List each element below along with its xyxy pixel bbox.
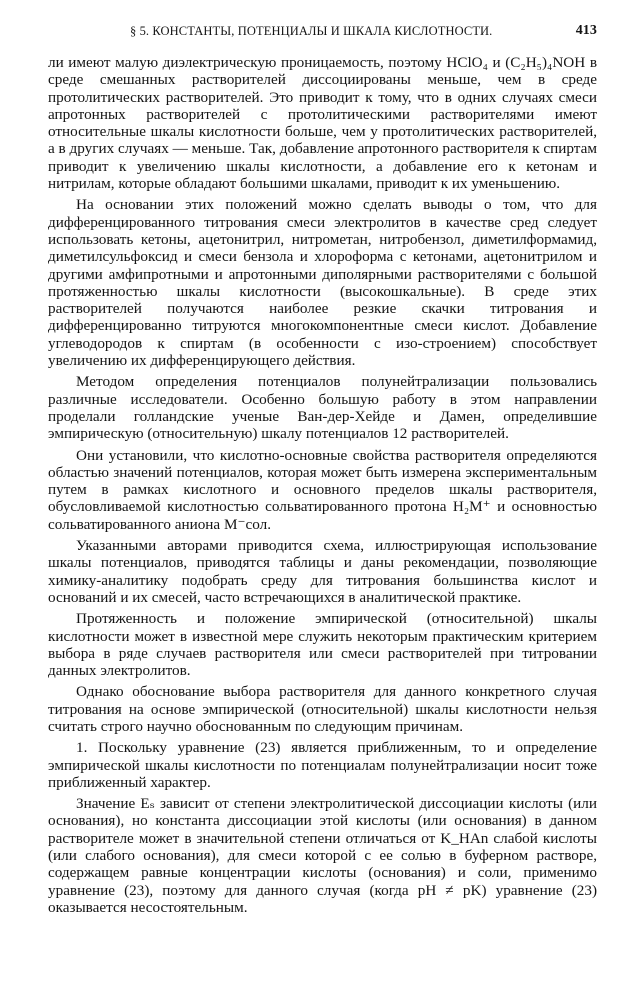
body-text xyxy=(48,54,597,916)
paragraph: Методом определения потенциалов полунейтрализации пользовались различные исследователи. Особенно большую работу в этом направлении проделали голландские ученые Ван-дер-Хейде и Дамен, определившие эмпирическую (относительную) шкалу потенциалов 12 растворителей. xyxy=(48,373,597,443)
paragraph: ли имеют малую диэлектрическую проницаемость, поэтому HClO₄ и (C₂H₅)₄NOH в среде смешанных растворителей диссоциированы меньше, чем в среде протолитических растворителей. Это приводит к тому, что в одних случаях смеси апротонных растворителей с протолитическими растворителями имеют относительные шкалы кислотности больше, чем у протолитических растворителей, а в других случаях — меньше. Так, добавление апротонного растворителя к спиртам приводит к увеличению шкалы кислотности, а добавление его к кетонам и нитрилам, которые обладают большими шкалами, приводит к их уменьшению. xyxy=(48,54,597,193)
paragraph: Они установили, что кислотно-основные свойства растворителя определяются областью значений потенциалов, которая может быть измерена экспериментальным путем в рамках кислотного и основного пределов шкалы растворителя, обусловливаемой кислотностью сольватированного протона H₂M⁺ и основностью сольватированного аниона M⁻сол. xyxy=(48,446,597,533)
paragraph: На основании этих положений можно сделать выводы о том, что для дифференцированного титрования смеси электролитов в качестве сред следует использовать кетоны, ацетонитрил, нитрометан, нитробензол, диметилформамид, диметилсульфоксид и смеси бензола и хлороформа с кетонами, ацетонитрилом и другими амфипротными и апротонными диполярными растворителями с большой протяженностью шкалы кислотности (высокошкальные). В среде этих растворителей получаются наиболее резкие скачки титрования и дифференцированно титруются многокомпонентные смеси кислот. Добавление углеводородов к спиртам (в особенности с изо-строением) способствует увеличению их дифференцирующего действия. xyxy=(48,196,597,370)
paragraph: Указанными авторами приводится схема, иллюстрирующая использование шкалы потенциалов, приводятся таблицы и даны рекомендации, позволяющие химику-аналитику подобрать среду для титрования большинства кислот и оснований и их смесей, часто встречающихся в аналитической практике. xyxy=(48,537,597,606)
paragraph: Протяженность и положение эмпирической (относительной) шкалы кислотности может в известной мере служить некоторым практическим критерием выбора в ряде случаев растворителя или смеси растворителей при титровании данных электролитов. xyxy=(48,610,597,680)
page-header xyxy=(48,22,597,48)
page-number: 413 xyxy=(575,23,597,38)
paragraph: 1. Поскольку уравнение (23) является приближенным, то и определение эмпирической шкалы кислотности по потенциалам полунейтрализации носит тоже приближенный характер. xyxy=(48,739,597,791)
paragraph: Однако обоснование выбора растворителя для данного конкретного случая титрования на основе эмпирической (относительной) шкалы кислотности нельзя считать строго научно обоснованным по следующим причинам. xyxy=(48,683,597,735)
paragraph: Значение Eₛ зависит от степени электролитической диссоциации кислоты (или основания), но константа диссоциации этой кислоты (или основания) в данном растворителе может в значительной степени отличаться от K_HAn слабой кислоты (или слабого основания), для смеси которой с ее солью в буферном растворе, содержащем равные концентрации кислоты (основания) и соли, применимо уравнение (23), поэтому для данного случая (когда pH ≠ pK) уравнение (23) оказывается несостоятельным. xyxy=(48,795,597,916)
book-page xyxy=(48,22,597,920)
running-title: § 5. КОНСТАНТЫ, ПОТЕНЦИАЛЫ И ШКАЛА КИСЛОТНОСТИ. xyxy=(130,24,493,38)
